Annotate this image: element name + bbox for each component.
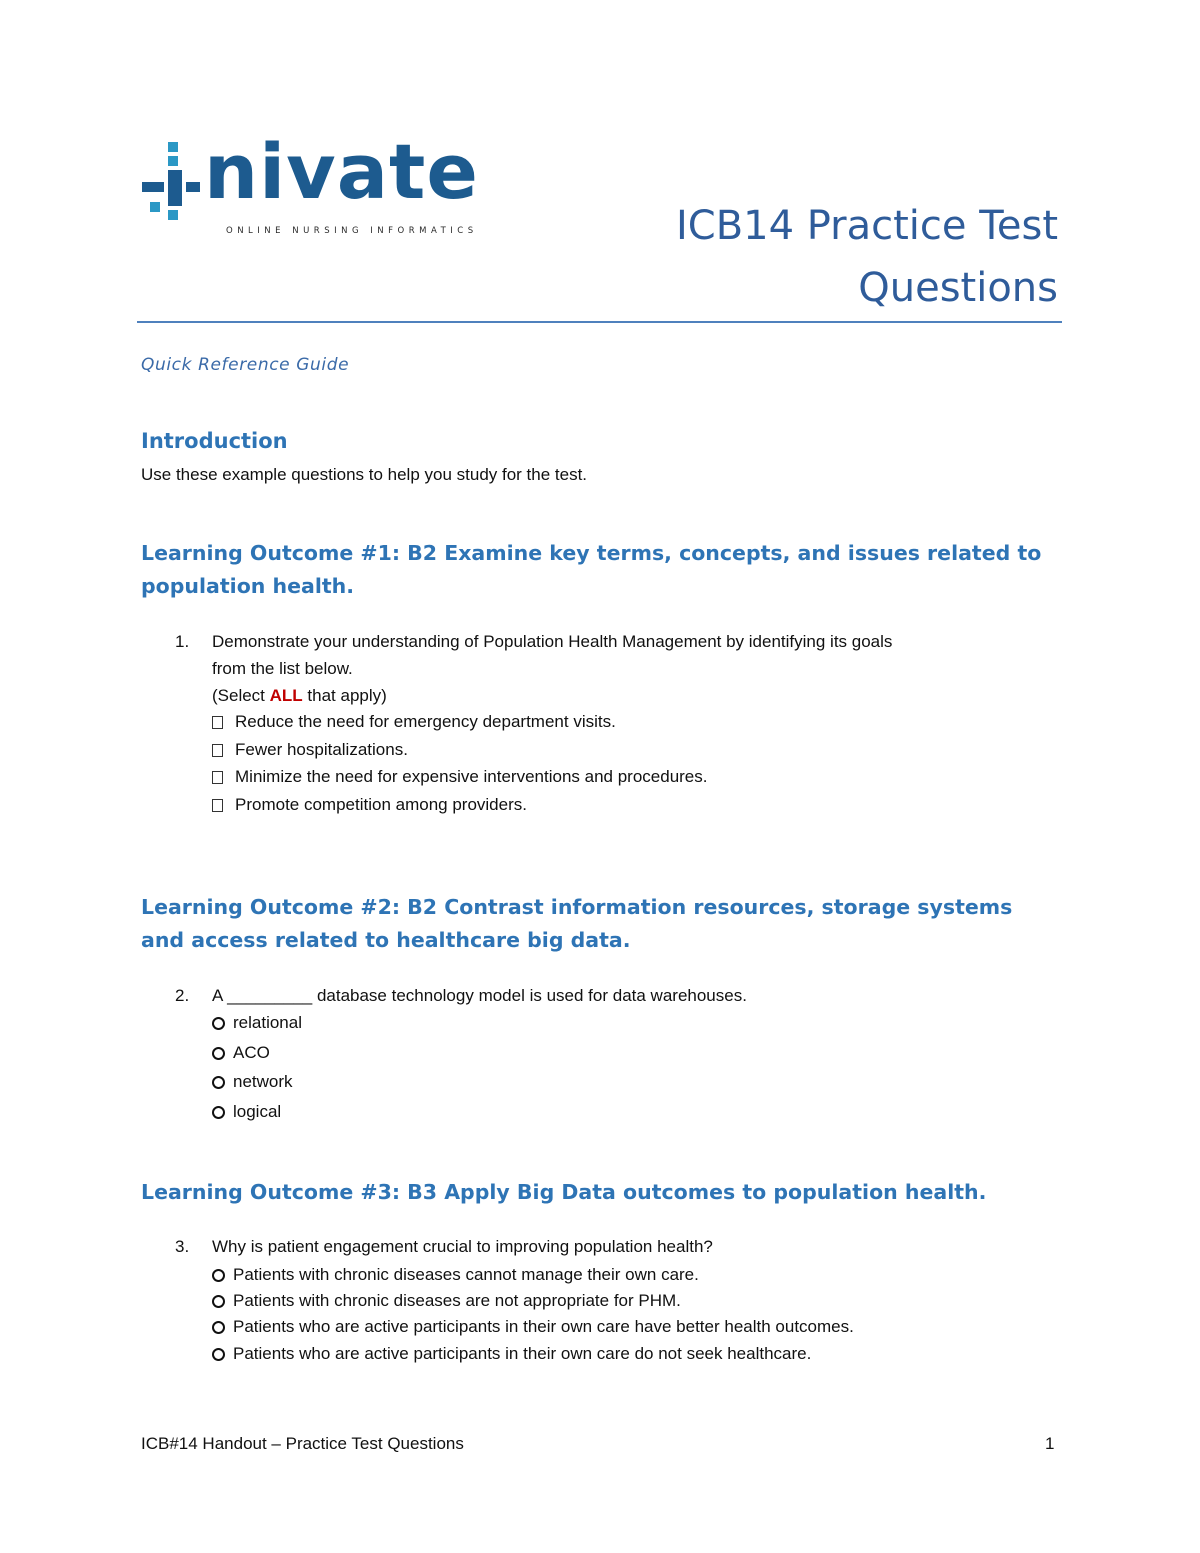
checkbox-icon[interactable] [212,744,223,757]
title-divider [137,321,1062,323]
question2-number: 2. [175,986,190,1005]
checkbox-icon[interactable] [212,799,223,812]
footer-text: ICB#14 Handout – Practice Test Questions [141,1434,464,1453]
q1-option[interactable] [212,712,616,732]
radio-icon[interactable] [212,1106,225,1119]
q2-option-label: logical [233,1102,282,1121]
instruction-pre: (Select [212,686,270,705]
radio-icon[interactable] [212,1017,225,1030]
q3-option-label: Patients with chronic diseases cannot manage their own care. [233,1265,699,1284]
q3-option-label: Patients with chronic diseases are not appropriate for PHM. [233,1291,681,1310]
checkbox-icon[interactable] [212,716,223,729]
introduction-text: Use these example questions to help you study for the test. [141,465,588,484]
q1-option[interactable] [212,740,408,760]
logo-wordmark: nivate [204,127,479,216]
q2-option-label: ACO [233,1043,270,1062]
nivate-logo [140,127,479,240]
q3-option[interactable] [212,1344,811,1364]
page-number: 1 [1045,1434,1055,1453]
outcome2-heading: Learning Outcome #2: B2 Contrast information resources, storage systems and access related to healthcare big data. [141,895,1013,952]
radio-icon[interactable] [212,1076,225,1089]
q2-option[interactable] [212,1072,293,1092]
question1-line1: Demonstrate your understanding of Population Health Management by identifying its goals [212,632,893,651]
q2-option[interactable] [212,1043,270,1063]
logo-tagline: ONLINE NURSING INFORMATICS [226,226,478,236]
q1-option-label: Minimize the need for expensive interventions and procedures. [235,767,708,786]
page-title-line2: Questions [858,265,1058,311]
instruction-all: ALL [269,686,303,705]
page-title-line1: ICB14 Practice Test [675,203,1058,249]
radio-icon[interactable] [212,1295,225,1308]
page-title [676,195,1058,319]
q1-option-label: Fewer hospitalizations. [235,740,408,759]
q1-option[interactable] [212,767,708,787]
question1-line2: from the list below. [212,659,353,678]
outcome1-heading: Learning Outcome #1: B2 Examine key terms, concepts, and issues related to population health. [141,541,1042,598]
radio-icon[interactable] [212,1321,225,1334]
introduction-heading: Introduction [141,429,288,453]
question3-text: Why is patient engagement crucial to improving population health? [212,1237,713,1256]
q3-option-label: Patients who are active participants in their own care have better health outcomes. [233,1317,854,1336]
question1-instruction [212,686,387,706]
q3-option[interactable] [212,1265,699,1285]
checkbox-icon[interactable] [212,771,223,784]
subtitle: Quick Reference Guide [141,355,350,375]
q1-option-label: Promote competition among providers. [235,795,527,814]
q2-option[interactable] [212,1102,281,1122]
q2-option[interactable] [212,1013,302,1033]
question3-number: 3. [175,1237,190,1256]
radio-icon[interactable] [212,1269,225,1282]
q3-option[interactable] [212,1291,681,1311]
q3-option-label: Patients who are active participants in their own care do not seek healthcare. [233,1344,812,1363]
question2-text: A _________ database technology model is used for data warehouses. [212,986,747,1005]
q3-option[interactable] [212,1317,854,1337]
question1-number: 1. [175,632,190,651]
outcome3-heading: Learning Outcome #3: B3 Apply Big Data outcomes to population health. [141,1180,987,1204]
q2-option-label: network [233,1072,293,1091]
radio-icon[interactable] [212,1047,225,1060]
instruction-post: that apply) [302,686,387,705]
q1-option[interactable] [212,795,527,815]
q1-option-label: Reduce the need for emergency department visits. [235,712,616,731]
q2-option-label: relational [233,1013,302,1032]
radio-icon[interactable] [212,1348,225,1361]
